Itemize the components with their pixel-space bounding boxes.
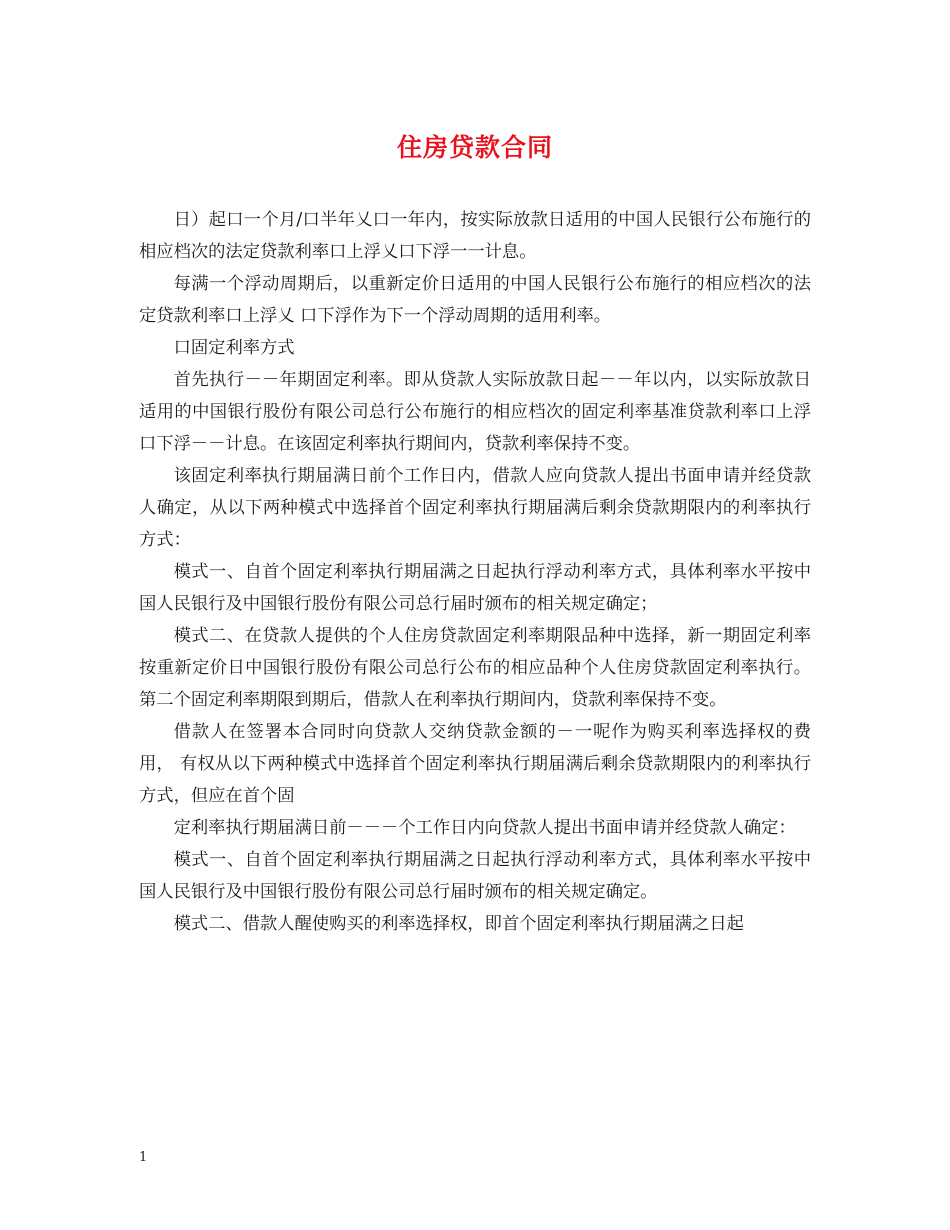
paragraph: 首先执行－－年期固定利率。即从贷款人实际放款日起－－年以内，以实际放款日适用的中国银行股份有限公司总行公布施行的相应档次的固定利率基准贷款利率口上浮口下浮－－计息。在该固定利率执行期间内，贷款利率保持不变。 (139, 370, 811, 454)
paragraph: 模式二、借款人醒使购买的利率选择权，即首个固定利率执行期届满之日起 (173, 914, 744, 934)
page-number: 1 (139, 1150, 148, 1165)
paragraph: 模式一、自首个固定利率执行期届满之日起执行浮动利率方式，具体利率水平按中国人民银行及中国银行股份有限公司总行届时颁布的相关规定确定。 (139, 850, 811, 902)
paragraph: 模式二、在贷款人提供的个人住房贷款固定利率期限品种中选择，新一期固定利率按重新定价日中国银行股份有限公司总行公布的相应品种个人住房贷款固定利率执行。第二个固定利率期限到期后，借款人在利率执行期间内，贷款利率保持不变。 (139, 626, 811, 710)
paragraph: 日）起口一个月/口半年乂口一年内，按实际放款日适用的中国人民银行公布施行的相应档次的法定贷款利率口上浮乂口下浮一一计息。 (139, 210, 811, 262)
paragraph: 模式一、自首个固定利率执行期届满之日起执行浮动利率方式，具体利率水平按中国人民银行及中国银行股份有限公司总行届时颁布的相关规定确定； (139, 562, 811, 614)
paragraph: 借款人在签署本合同时向贷款人交纳贷款金额的－一呢作为购买利率选择权的费用， 有权从以下两种模式中选择首个固定利率执行期届满后剩余贷款期限内的利率执行方式，但应在首个固 (139, 722, 811, 806)
paragraph: 该固定利率执行期届满日前个工作日内，借款人应向贷款人提出书面申请并经贷款人确定，从以下两种模式中选择首个固定利率执行期届满后剩余贷款期限内的利率执行方式： (139, 466, 811, 550)
document-title: 住房贷款合同 (396, 133, 553, 162)
document-body (139, 204, 811, 940)
paragraph: 口固定利率方式 (173, 338, 295, 358)
paragraph: 定利率执行期届满日前－－－个工作日内向贷款人提出书面申请并经贷款人确定： (173, 818, 796, 838)
paragraph: 每满一个浮动周期后，以重新定价日适用的中国人民银行公布施行的相应档次的法定贷款利率口上浮乂 口下浮作为下一个浮动周期的适用利率。 (139, 274, 811, 326)
